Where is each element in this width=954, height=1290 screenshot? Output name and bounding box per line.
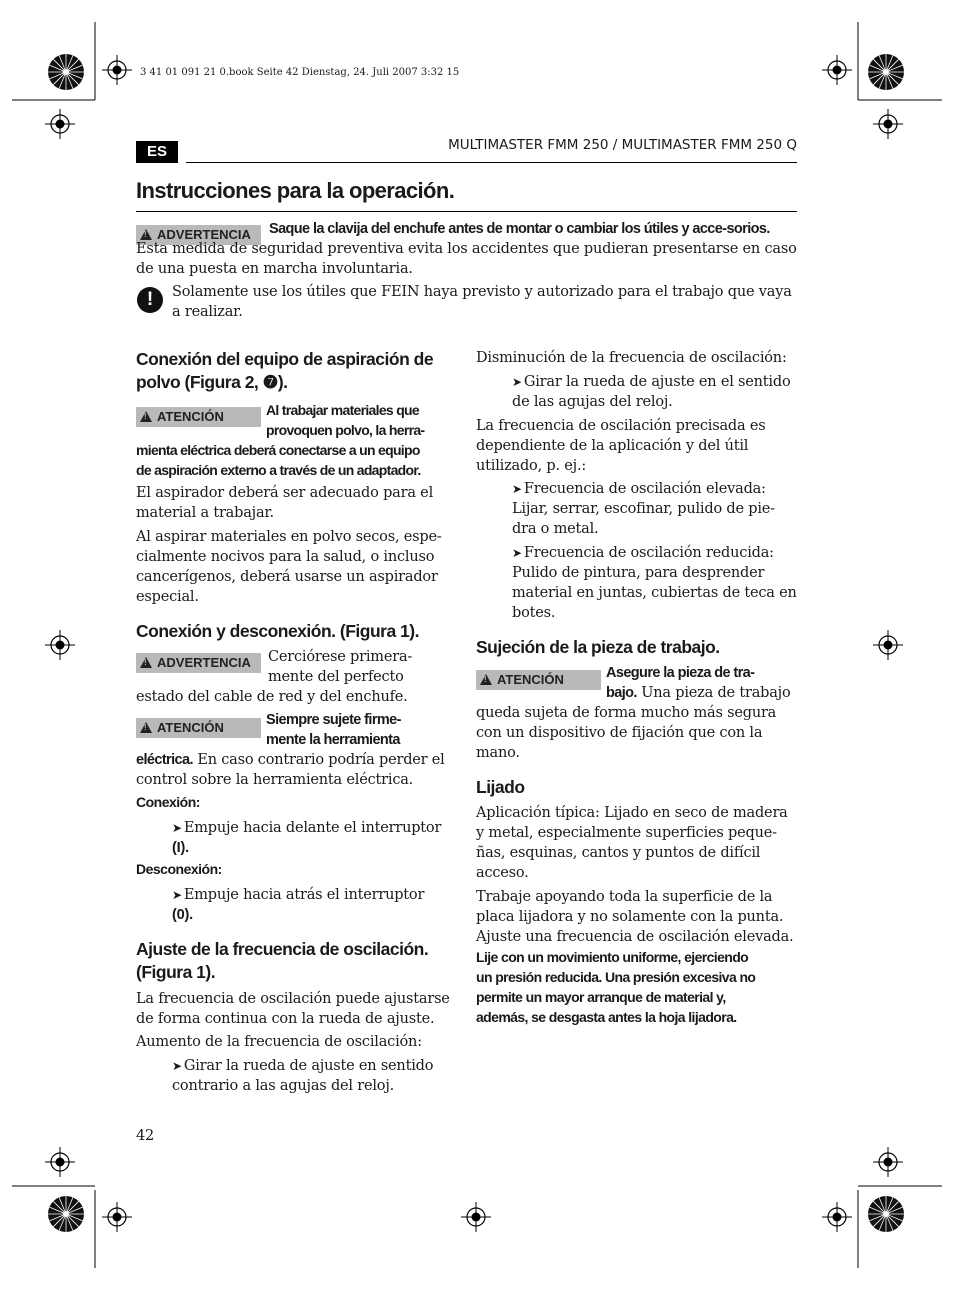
arrow-bullet-icon: ➤ Girar la rueda de ajuste en el sentido [512, 372, 802, 392]
caution-badge-aspiracion: !ATENCIÓN [136, 407, 261, 427]
label-conexion: Conexión: [136, 794, 200, 810]
intro-warning-text: Esta medida de seguridad preventiva evita los accidentes que pudieran presentarse en caso de una puesta en marcha involuntaria. [136, 241, 797, 277]
lijado-paragraph-2: Trabaje apoyando toda la superficie de la placa lijadora y no solamente con la punta. Ajuste una frecuencia de oscilación elevada. [476, 889, 794, 945]
page-number: 42 [136, 1128, 155, 1144]
step-aumento: ➤ Girar la rueda de ajuste en sentido contrario a las agujas del reloj. [172, 1056, 472, 1096]
arrow-bullet-icon: ➤ Girar la rueda de ajuste en sentido [172, 1056, 472, 1076]
intro-warning [136, 219, 798, 279]
language-tag-label: ES [146, 143, 167, 160]
conexion-warning-1: Cerciórese primera- mente del perfecto estado del cable de red y del enchufe. [136, 649, 413, 705]
language-tag [136, 141, 178, 163]
disminucion-paragraph: Disminución de la frecuencia de oscilación: [476, 350, 787, 366]
section-heading-ajuste: Ajuste de la frecuencia de oscilación. (Figura 1). [136, 939, 429, 982]
page-title: Instrucciones para la operación. [136, 178, 455, 203]
section-heading-aspiracion: Conexión del equipo de aspiración de polvo (Figura 2, ❼). [136, 349, 434, 392]
sujecion-warning: Asegure la pieza de tra- bajo. Una pieza de trabajo queda sujeta de forma mucho más segura con un dispositivo de fijación que con la mano. [476, 665, 791, 761]
frecuencia-paragraph: La frecuencia de oscilación precisada es dependiente de la aplicación y del útil utilizado, p. ej.: [476, 418, 766, 474]
section-heading-sujecion: Sujeción de la pieza de trabajo. [476, 637, 720, 657]
exclamation-icon: ! [137, 287, 163, 313]
arrow-bullet-icon: ➤ Empuje hacia delante el interruptor [172, 818, 472, 838]
header-rule [186, 162, 797, 163]
aspiracion-warning: Al trabajar materiales que provoquen polvo, la herra- mienta eléctrica deberá conectarse a un equipo de aspiración externo a través de un adaptador. [136, 402, 425, 478]
arrow-bullet-icon: ➤ Frecuencia de oscilación reducida: [512, 543, 812, 563]
step-desconexion: ➤ Empuje hacia atrás el interruptor (0). [172, 885, 472, 925]
book-info: 3 41 01 091 21 0.book Seite 42 Dienstag, 24. Juli 2007 3:32 15 [140, 67, 460, 78]
aspiracion-paragraph-1: El aspirador deberá ser adecuado para el material a trabajar. [136, 485, 434, 521]
section-heading-conexion: Conexión y desconexión. (Figura 1). [136, 621, 419, 641]
ajuste-paragraph-2: Aumento de la frecuencia de oscilación: [136, 1034, 422, 1050]
conexion-warning-2: Siempre sujete firme- mente la herramienta eléctrica. En caso contrario podría perder el control sobre la herramienta eléctrica. [136, 712, 445, 788]
caution-badge-conexion: !ATENCIÓN [136, 718, 261, 738]
step-frecuencia-elevada: ➤ Frecuencia de oscilación elevada: Lijar, serrar, escofinar, pulido de pie- dra o metal. [512, 479, 802, 539]
aspiracion-paragraph-2: Al aspirar materiales en polvo secos, espe-cialmente nocivos para la salud, o incluso cancerígenos, deberá usarse un aspirador especial. [136, 529, 442, 605]
lijado-bold-instruction: Lije con un movimiento uniforme, ejerciendo un presión reducida. Una presión excesiva no permite un mayor arranque de material y, además, se desgasta antes la hoja lijadora. [476, 949, 756, 1025]
ajuste-paragraph-1: La frecuencia de oscilación puede ajustarse de forma continua con la rueda de ajuste. [136, 991, 450, 1027]
warning-badge: !ADVERTENCIA [136, 225, 261, 245]
step-conexion: ➤ Empuje hacia delante el interruptor (I). [172, 818, 472, 858]
section-heading-lijado: Lijado [476, 777, 525, 797]
warning-badge-conexion: !ADVERTENCIA [136, 653, 261, 673]
intro-note: Solamente use los útiles que FEIN haya previsto y autorizado para el trabajo que vaya a realizar. [172, 284, 792, 320]
caution-badge-sujecion: !ATENCIÓN [476, 670, 601, 690]
product-title: MULTIMASTER FMM 250 / MULTIMASTER FMM 250 Q [448, 137, 797, 153]
step-frecuencia-reducida: ➤ Frecuencia de oscilación reducida: Pulido de pintura, para desprender material en juntas, cubiertas de teca en botes. [512, 543, 812, 623]
lijado-paragraph-1: Aplicación típica: Lijado en seco de madera y metal, especialmente superficies peque-ñas, esquinas, cantos y puntos de difícil acceso. [476, 805, 788, 881]
title-rule [136, 211, 797, 212]
label-desconexion: Desconexión: [136, 861, 222, 877]
arrow-bullet-icon: ➤ Empuje hacia atrás el interruptor [172, 885, 472, 905]
step-disminucion: ➤ Girar la rueda de ajuste en el sentido de las agujas del reloj. [512, 372, 802, 412]
arrow-bullet-icon: ➤ Frecuencia de oscilación elevada: [512, 479, 802, 499]
intro-warning-bold: Saque la clavija del enchufe antes de montar o cambiar los útiles y acce-sorios. [269, 221, 770, 237]
